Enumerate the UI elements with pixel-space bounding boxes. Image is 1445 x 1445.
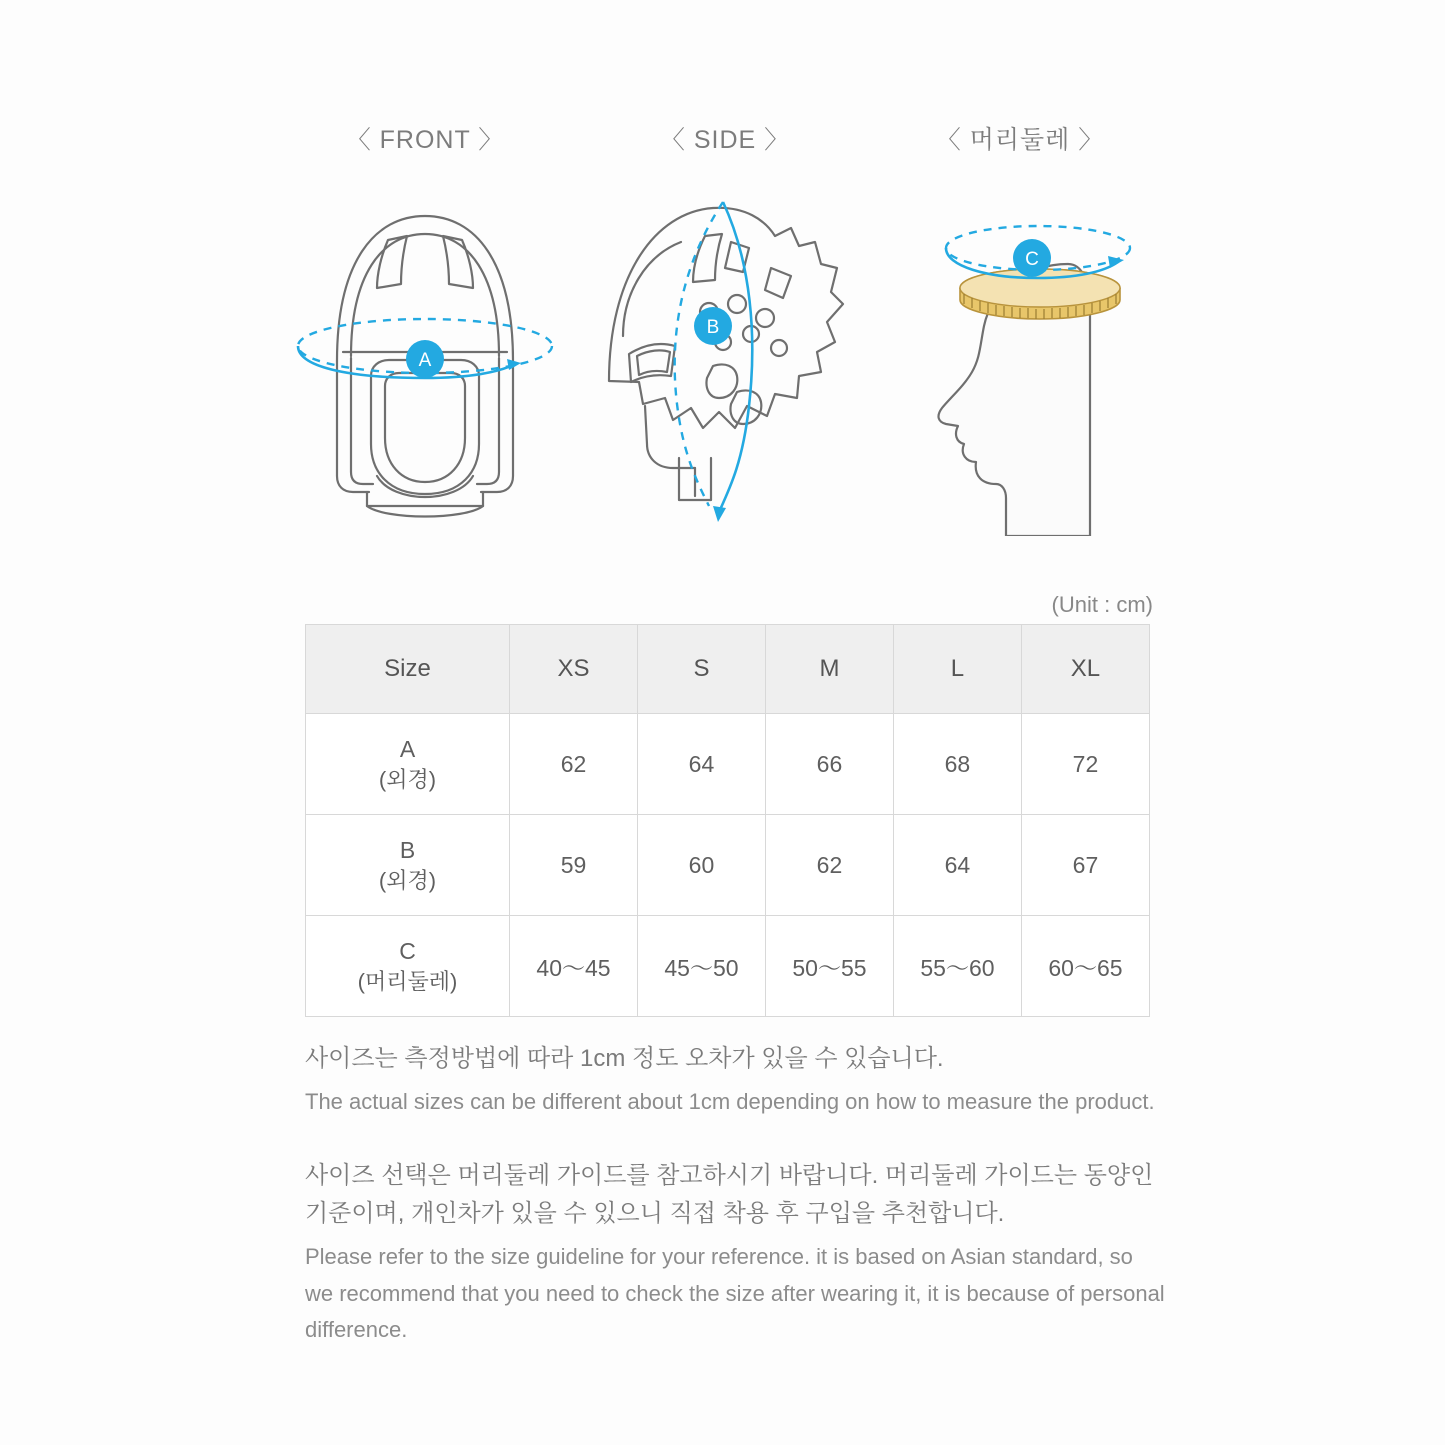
note-2-korean: 사이즈 선택은 머리둘레 가이드를 참고하시기 바랍니다. 머리둘레 가이드는 동양인 기준이며, 개인차가 있을 수 있으니 직접 착용 후 구입을 추천합니다.: [305, 1161, 1154, 1228]
badge-b-label: B: [706, 317, 720, 338]
badge-c-label: C: [1025, 249, 1039, 270]
unit-label: (Unit : cm): [1051, 592, 1153, 617]
cell-b-xl: 67: [1021, 815, 1149, 916]
side-view: [585, 120, 865, 550]
note-block-1: [305, 1040, 1165, 1121]
front-view-label: 〈 FRONT 〉: [345, 126, 505, 154]
cell-a-xl: 72: [1021, 714, 1149, 815]
header-l: L: [893, 625, 1021, 714]
diagram-section: [300, 120, 1160, 550]
size-table: [305, 624, 1150, 1017]
head-circumference-view: [880, 120, 1160, 550]
note-1-english: The actual sizes can be different about 1cm depending on how to measure the product.: [305, 1089, 1155, 1115]
row-label-a-main: A: [399, 735, 416, 762]
header-xl: XL: [1021, 625, 1149, 714]
cell-b-m: 62: [765, 815, 893, 916]
row-label-b: [306, 815, 510, 916]
badge-a-label: A: [418, 350, 432, 371]
note-block-2: [305, 1157, 1165, 1349]
header-s: S: [637, 625, 765, 714]
cell-c-xs: 40〜45: [510, 916, 638, 1017]
note-1-korean: 사이즈는 측정방법에 따라 1cm 정도 오차가 있을 수 있습니다.: [305, 1045, 944, 1072]
header-m: M: [765, 625, 893, 714]
side-helmet-illustration: [585, 176, 865, 536]
cell-c-s: 45〜50: [637, 916, 765, 1017]
row-label-a-sub: (외경): [378, 766, 437, 792]
cell-a-xs: 62: [510, 714, 638, 815]
notes-section: [305, 1040, 1165, 1384]
cell-c-l: 55〜60: [893, 916, 1021, 1017]
cell-a-l: 68: [893, 714, 1021, 815]
cell-a-m: 66: [765, 714, 893, 815]
note-2-english: Please refer to the size guideline for your reference. it is based on Asian standard, so we recommend that you need to check the size after wearing it, it is because of personal difference.: [305, 1244, 1165, 1343]
row-label-c: [306, 916, 510, 1017]
cell-a-s: 64: [637, 714, 765, 815]
table-row: [306, 815, 1150, 916]
header-xs: XS: [510, 625, 638, 714]
cell-c-m: 50〜55: [765, 916, 893, 1017]
cell-b-l: 64: [893, 815, 1021, 916]
head-view-label: 〈 머리둘레 〉: [935, 126, 1105, 154]
cell-b-xs: 59: [510, 815, 638, 916]
header-size: Size: [306, 625, 510, 714]
row-label-a: [306, 714, 510, 815]
row-label-b-sub: (외경): [378, 867, 437, 893]
row-label-c-sub: (머리둘레): [357, 968, 458, 994]
front-helmet-illustration: [285, 176, 565, 536]
table-row: [306, 916, 1150, 1017]
front-view: [285, 120, 565, 550]
head-illustration: [880, 176, 1160, 536]
table-header-row: [306, 625, 1150, 714]
table-row: [306, 714, 1150, 815]
side-view-label: 〈 SIDE 〉: [659, 126, 791, 154]
cell-c-xl: 60〜65: [1021, 916, 1149, 1017]
row-label-c-main: C: [399, 937, 416, 964]
row-label-b-main: B: [399, 836, 416, 863]
cell-b-s: 60: [637, 815, 765, 916]
